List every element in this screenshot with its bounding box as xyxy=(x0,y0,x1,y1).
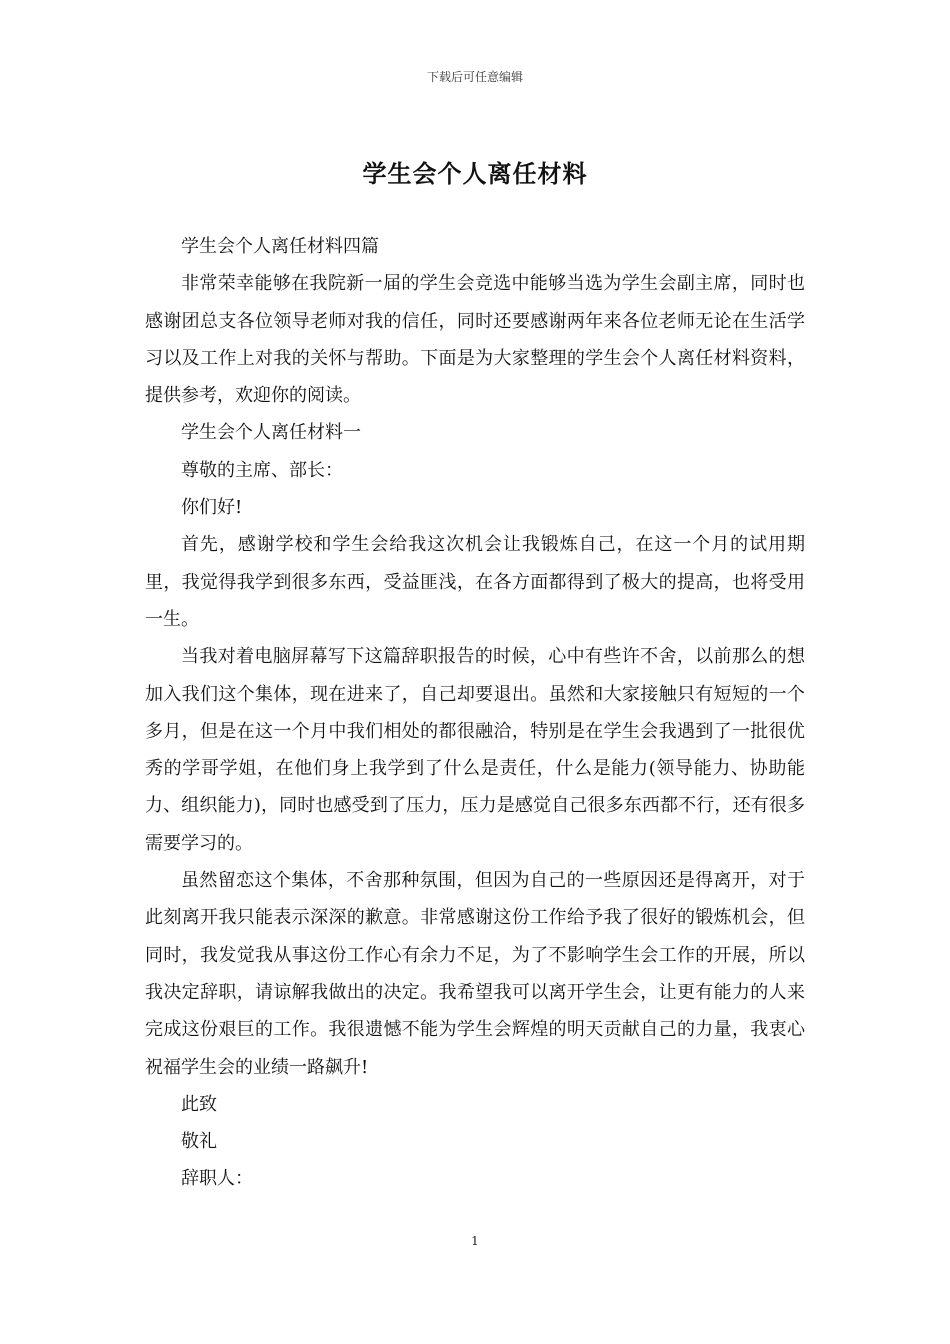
page-number: 1 xyxy=(471,1234,479,1248)
document-body xyxy=(145,228,805,1198)
subtitle-paragraph: 学生会个人离任材料四篇 xyxy=(181,236,379,257)
intro-paragraph: 非常荣幸能够在我院新一届的学生会竞选中能够当选为学生会副主席，同时也感谢团总支各位领导老师对我的信任，同时还要感谢两年来各位老师无论在生活学习以及工作上对我的关怀与帮助。下面是为大家整理的学生会个人离任材料资料，提供参考，欢迎你的阅读。 xyxy=(145,273,805,407)
greeting: 你们好! xyxy=(181,497,243,519)
section-heading: 学生会个人离任材料一 xyxy=(181,422,361,444)
closing-regards: 敬礼 xyxy=(181,1131,217,1153)
body-paragraph: 首先，感谢学校和学生会给我这次机会让我锻炼自己，在这一个月的试用期里，我觉得我学到很多东西，受益匪浅，在各方面都得到了极大的提高，也将受用一生。 xyxy=(145,534,805,630)
salutation: 尊敬的主席、部长： xyxy=(181,459,343,481)
signature-line: 辞职人： xyxy=(181,1168,253,1190)
document-title: 学生会个人离任材料 xyxy=(362,159,588,188)
header-note: 下载后可任意编辑 xyxy=(426,70,523,84)
closing-line: 此致 xyxy=(181,1093,217,1115)
body-paragraph: 虽然留恋这个集体，不舍那种氛围，但因为自己的一些原因还是得离开，对于此刻离开我只能表示深深的歉意。非常感谢这份工作给予我了很好的锻炼机会，但同时，我发觉我从事这份工作心有余力不足，为了不影响学生会工作的开展，所以我决定辞职，请谅解我做出的决定。我希望我可以离开学生会，让更有能力的人来完成这份艰巨的工作。我很遗憾不能为学生会辉煌的明天贡献自己的力量，我衷心祝福学生会的业绩一路飙升! xyxy=(145,870,805,1078)
body-paragraph: 当我对着电脑屏幕写下这篇辞职报告的时候，心中有些许不舍，以前那么的想加入我们这个集体，现在进来了，自己却要退出。虽然和大家接触只有短短的一个多月，但是在这一个月中我们相处的都很融洽，特别是在学生会我遇到了一批很优秀的学哥学姐，在他们身上我学到了什么是责任，什么是能力(领导能力、协助能力、组织能力)，同时也感受到了压力，压力是感觉自己很多东西都不行，还有很多需要学习的。 xyxy=(145,646,805,854)
